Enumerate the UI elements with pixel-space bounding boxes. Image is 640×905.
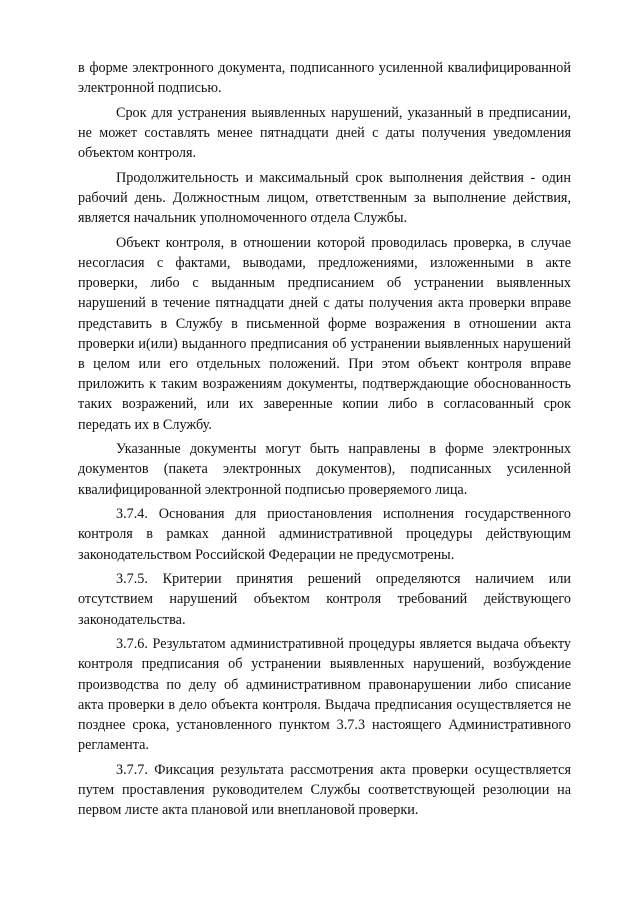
paragraph-3-7-6: 3.7.6. Результатом административной процедуры является выдача объекту контроля предписания об устранении выявленных нарушений, возбуждение производства по делу об административном правонарушении либо списание акта проверки в дело объекта контроля. Выдача предписания осуществляется не позднее срока, установленного пунктом 3.7.3 настоящего Административного регламента. xyxy=(78,636,571,754)
paragraph-electronic-documents: Указанные документы могут быть направлены в форме электронных документов (пакета электронных документов), подписанных усиленной квалифицированной электронной подписью проверяемого лица. xyxy=(78,441,571,498)
paragraph-3-7-5: 3.7.5. Критерии принятия решений определяются наличием или отсутствием нарушений объектом контроля требований действующего законодательства. xyxy=(78,571,571,628)
paragraph-3-7-7: 3.7.7. Фиксация результата рассмотрения акта проверки осуществляется путем проставления руководителем Службы соответствующей резолюции на первом листе акта плановой или внеплановой проверки. xyxy=(78,761,571,819)
paragraph-objections: Объект контроля, в отношении которой проводилась проверка, в случае несогласия с фактами, выводами, предложениями, изложенными в акте проверки, либо с выданным предписанием об устранении выявленных нарушений в течение пятнадцати дней с даты получения акта проверки вправе представить в Службу в письменной форме возражения в отношении акта проверки и(или) выданного предписания об устранении выявленных нарушений в целом или его отдельных положений. При этом объект контроля вправе приложить к таким возражениям документы, подтверждающие обоснованность таких возражений, или их заверенные копии либо в согласованный срок передать их в Службу. xyxy=(78,234,571,433)
document-page xyxy=(78,58,571,825)
paragraph-3-7-4: 3.7.4. Основания для приостановления исполнения государственного контроля в рамках данной административной процедуры действующим законодательством Российской Федерации не предусмотрены. xyxy=(78,506,571,563)
paragraph-duration: Продолжительность и максимальный срок выполнения действия - один рабочий день. Должностным лицом, ответственным за выполнение действия, является начальник уполномоченного отдела Службы. xyxy=(78,169,571,227)
paragraph-continuation: в форме электронного документа, подписанного усиленной квалифицированной электронной подписью. xyxy=(78,60,571,97)
paragraph-deadline: Срок для устранения выявленных нарушений, указанный в предписании, не может составлять менее пятнадцати дней с даты получения уведомления объектом контроля. xyxy=(78,104,571,162)
